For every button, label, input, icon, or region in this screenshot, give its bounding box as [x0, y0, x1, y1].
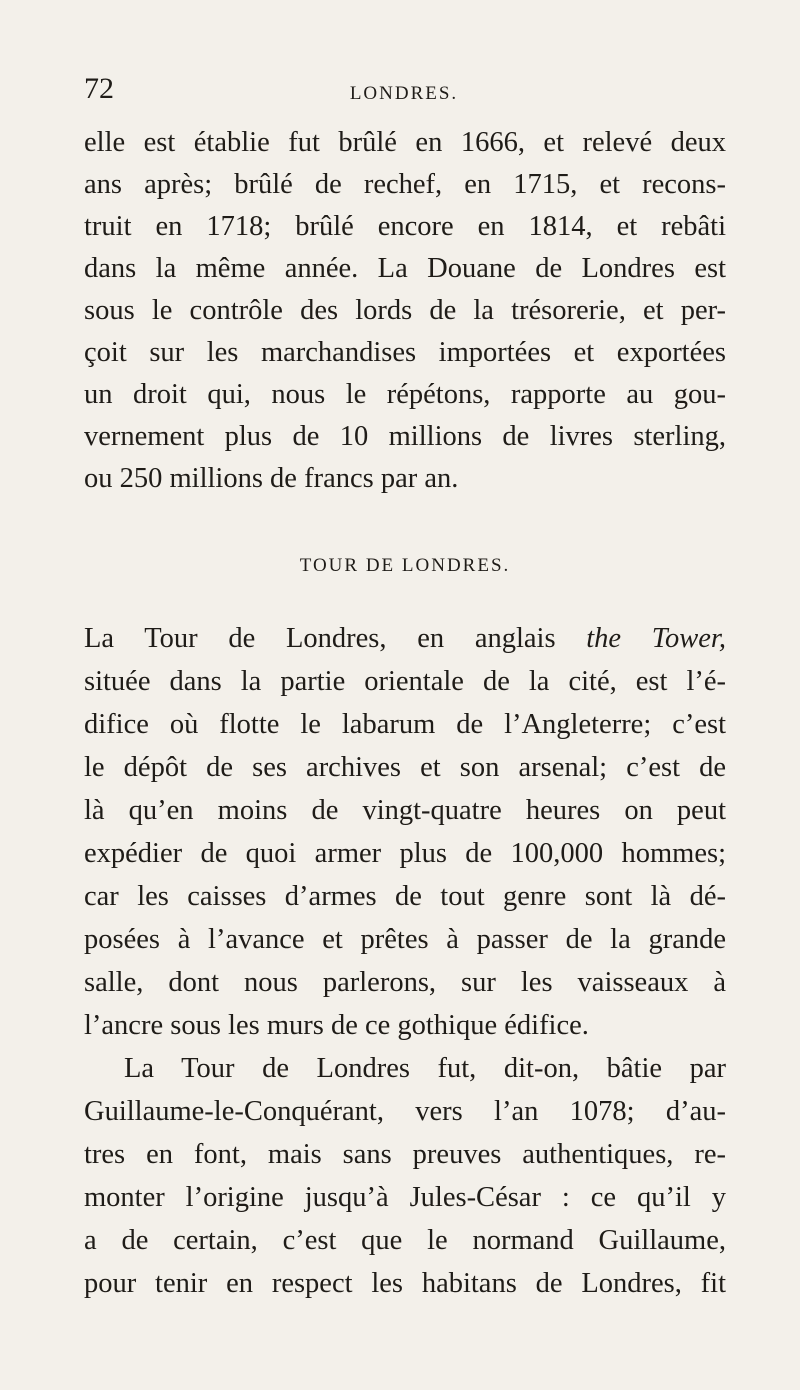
- text-line: l’ancre sous les murs de ce gothique édifice.: [84, 1010, 589, 1041]
- text-line: monter l’origine jusqu’à Jules-César : ce qu’il y: [84, 1182, 726, 1213]
- text-line: pour tenir en respect les habitans de Londres, fit: [84, 1268, 726, 1299]
- text-line: située dans la partie orientale de la cité, est l’é-: [84, 666, 726, 697]
- text-line: un droit qui, nous le répétons, rapporte au gou-: [84, 379, 726, 410]
- page-number: 72: [84, 72, 114, 105]
- text-line: sous le contrôle des lords de la trésorerie, et per-: [84, 295, 726, 326]
- text-line: La Tour de Londres fut, dit-on, bâtie par: [124, 1053, 726, 1084]
- text-line: le dépôt de ses archives et son arsenal; c’est de: [84, 752, 726, 783]
- text-line: difice où flotte le labarum de l’Angleterre; c’est: [84, 709, 726, 740]
- running-title: LONDRES.: [349, 83, 459, 104]
- text-line: posées à l’avance et prêtes à passer de la grande: [84, 924, 726, 955]
- text-line: car les caisses d’armes de tout genre sont là dé-: [84, 881, 726, 912]
- text-line: truit en 1718; brûlé encore en 1814, et rebâti: [84, 211, 726, 242]
- text-line: tres en font, mais sans preuves authentiques, re-: [84, 1139, 726, 1170]
- text-line: Guillaume-le-Conquérant, vers l’an 1078; d’au-: [84, 1096, 726, 1127]
- text-line: ans après; brûlé de rechef, en 1715, et recons-: [84, 169, 726, 200]
- text-line: çoit sur les marchandises importées et exportées: [84, 337, 726, 368]
- text-span: La Tour de Londres, en anglais: [84, 623, 587, 654]
- text-line-first: [84, 618, 726, 660]
- text-line: là qu’en moins de vingt-quatre heures on peut: [84, 795, 726, 826]
- page-header: [84, 72, 724, 112]
- text-line: elle est établie fut brûlé en 1666, et relevé deux: [84, 127, 726, 158]
- text-line: vernement plus de 10 millions de livres sterling,: [84, 421, 726, 452]
- text-line: dans la même année. La Douane de Londres est: [84, 253, 726, 284]
- text-line: expédier de quoi armer plus de 100,000 hommes;: [84, 838, 726, 869]
- text-line: ou 250 millions de francs par an.: [84, 463, 459, 494]
- text-line: salle, dont nous parlerons, sur les vaisseaux à: [84, 967, 726, 998]
- section-heading: TOUR DE LONDRES.: [299, 555, 511, 576]
- text-line: a de certain, c’est que le normand Guillaume,: [84, 1225, 726, 1256]
- italic-term: the Tower,: [586, 623, 726, 654]
